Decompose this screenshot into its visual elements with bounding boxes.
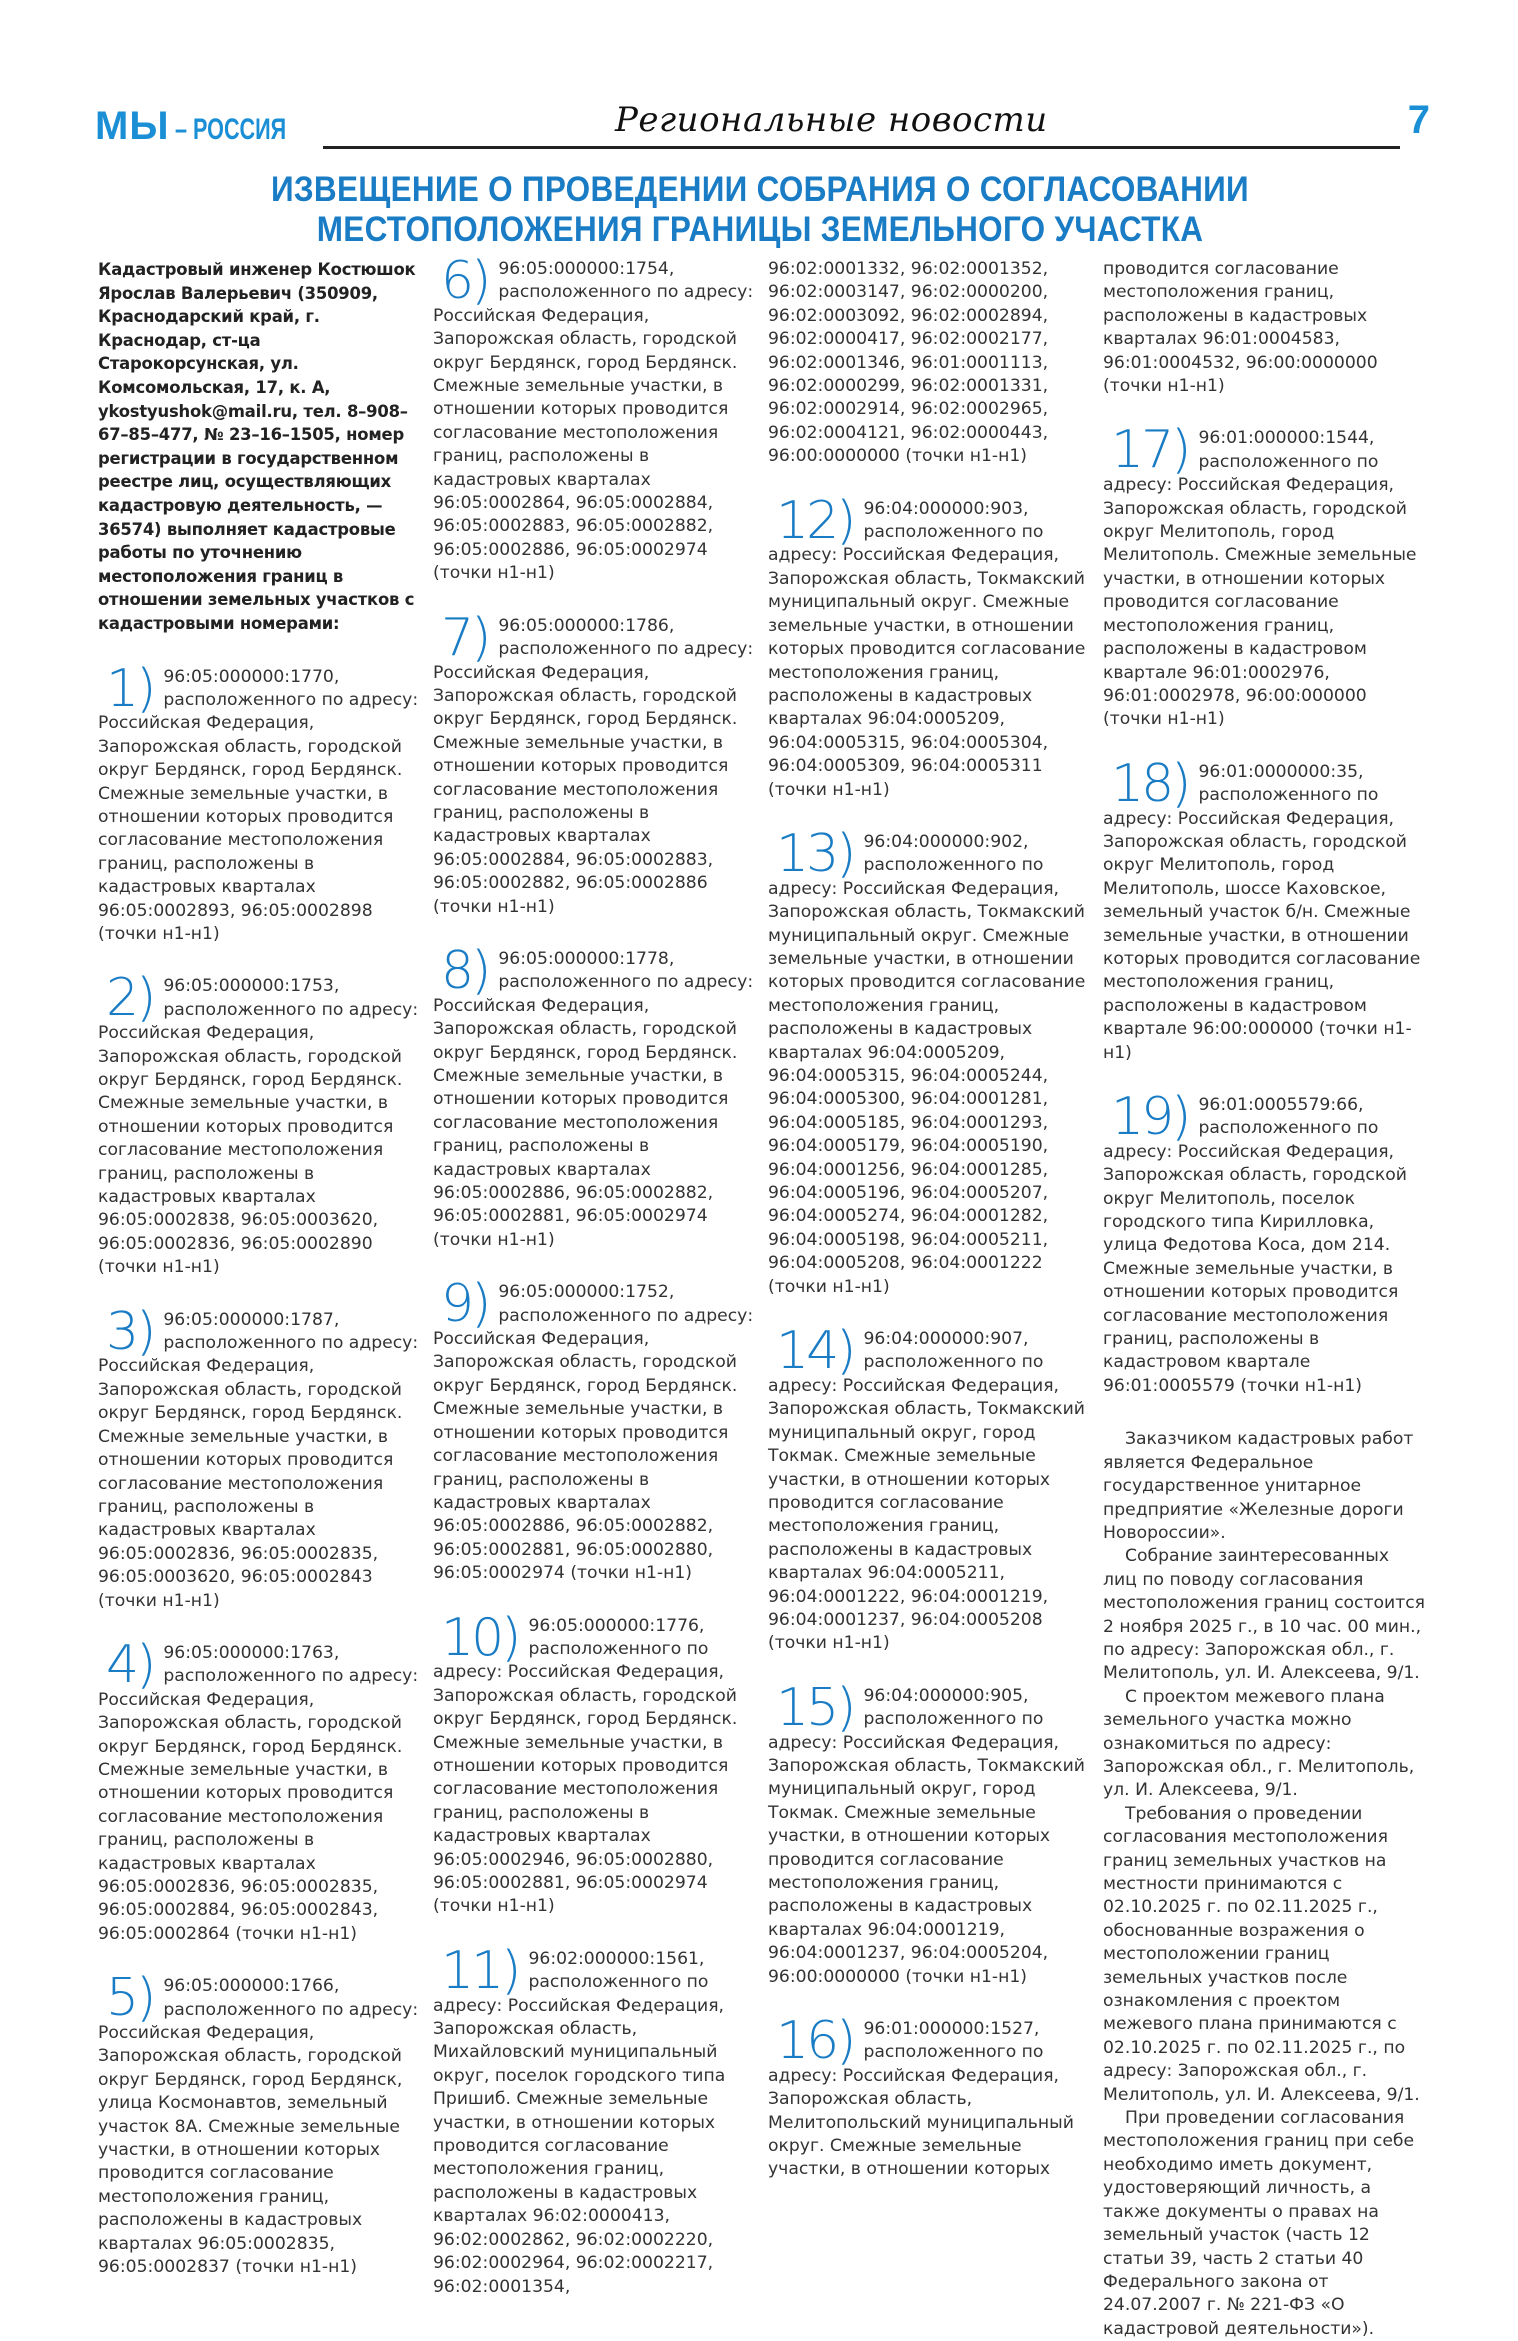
list-item [1103, 1087, 1425, 1398]
logo-sub: – РОССИЯ [175, 113, 287, 146]
item-text: 96:02:0001332, 96:02:0001352, 96:02:0003147, 96:02:0000200, 96:02:0003092, 96:02:0002894, 96:02:0000417, 96:02:0002177, 96:02:0001346, 96:01:0001113, 96:02:0000299, 96:02:0001331, 96:02:0002914, 96:02:0002965, 96:02:0004121, 96:02:0000443, 96:00:0000000 (точки н1-н1) [768, 259, 1049, 467]
newspaper-logo [95, 104, 330, 149]
list-item [433, 1607, 755, 1919]
item-number: 3) [106, 1301, 154, 1362]
item-number: 13) [776, 823, 854, 884]
item-number: 1) [106, 658, 154, 719]
column-2 [433, 251, 755, 2328]
column-4 [1103, 258, 1425, 2341]
item-number: 2) [106, 968, 154, 1029]
list-item [98, 1968, 420, 2279]
list-item [1103, 420, 1425, 731]
item-text: 96:05:000000:1787, расположенного по адресу: Российская Федерация, Запорожская область, городской округ Бердянск, город Бердянск. Смежные земельные участки, в отношении которых проводится согласование местоположения границ, расположены в кадастровых кварталах 96:05:0002836, 96:05:0002835, 96:05:0003620, 96:05:0002843 (точки н1-н1) [98, 1309, 419, 1611]
section-title: Региональные новости [615, 100, 1048, 140]
headline-line-2: МЕСТОПОЛОЖЕНИЯ ГРАНИЦЫ ЗЕМЕЛЬНОГО УЧАСТКА [316, 210, 1204, 249]
item-text: 96:04:000000:907, расположенного по адресу: Российская Федерация, Запорожская область, Токмакский муниципальный округ, город Токмак. Смежные земельные участки, в отношении которых проводится согласование местоположения границ, расположены в кадастровых кварталах 96:04:0005211, 96:04:0001222, 96:04:0001219, 96:04:0001237, 96:04:0005208 (точки н1-н1) [768, 1329, 1085, 1654]
project-review-paragraph: С проектом межевого плана земельного участка можно ознакомиться по адресу: Запорожская обл., г. Мелитополь, ул. И. Алексеева, 9/1. [1103, 1686, 1415, 1801]
item-text: 96:05:000000:1776, расположенного по адресу: Российская Федерация, Запорожская область, городской округ Бердянск, город Бердянск. Смежные земельные участки, в отношении которых проводится согласование местоположения границ, расположены в кадастровых кварталах 96:05:0002946, 96:05:0002880, 96:05:0002881, 96:05:0002974 (точки н1-н1) [433, 1615, 738, 1917]
list-item-continuation [768, 258, 1090, 469]
item-text: 96:02:000000:1561, расположенного по адресу: Российская Федерация, Запорожская область, Михайловский муниципальный округ, поселок городского типа Пришиб. Смежные земельные участки, в отношении которых проводится согласование местоположения границ, расположены в кадастровых кварталах 96:02:0000413, 96:02:0002862, 96:02:0002220, 96:02:0002964, 96:02:0002217, 96:02:0001354, [433, 1948, 726, 2297]
item-text: 96:05:000000:1786, расположенного по адресу: Российская Федерация, Запорожская область, городской округ Бердянск, город Бердянск. Смежные земельные участки, в отношении которых проводится согласование местоположения границ, расположены в кадастровых кварталах 96:05:0002884, 96:05:0002883, 96:05:0002882, 96:05:0002886 (точки н1-н1) [433, 615, 754, 917]
item-text: проводится согласование местоположения границ, расположены в кадастровых кварталах 96:01:0004583, 96:01:0004532, 96:00:0000000 (точки н1-н1) [1103, 259, 1378, 397]
item-number: 8) [441, 940, 489, 1001]
list-item [433, 940, 755, 1252]
item-number: 15) [776, 1677, 854, 1738]
item-text: 96:05:000000:1763, расположенного по адресу: Российская Федерация, Запорожская область, городской округ Бердянск, город Бердянск. Смежные земельные участки, в отношении которых проводится согласование местоположения границ, расположены в кадастровых кварталах 96:05:0002836, 96:05:0002835, 96:05:0002884, 96:05:0002843, 96:05:0002864 (точки н1-н1) [98, 1642, 419, 1944]
page-number: 7 [1407, 98, 1430, 142]
item-text: 96:04:000000:902, расположенного по адресу: Российская Федерация, Запорожская область, Токмакский муниципальный округ. Смежные земельные участки, в отношении которых проводится согласование местоположения границ, расположены в кадастровых кварталах 96:04:0005209, 96:04:0005315, 96:04:0005244, 96:04:0005300, 96:04:0001281, 96:04:0005185, 96:04:0001293, 96:04:0005179, 96:04:0005190, 96:04:0001256, 96:04:0001285, 96:04:0005196, 96:04:0005207, 96:04:0005274, 96:04:0001282, 96:04:0005198, 96:04:0005211, 96:04:0005208, 96:04:0001222 (точки н1-н1) [768, 831, 1086, 1297]
item-number: 6) [441, 251, 489, 311]
masthead [95, 100, 1430, 150]
documents-required-paragraph: При проведении согласования местоположения границ при себе необходимо иметь документ, удостоверяющий личность, а также документы о правах на земельный участок (часть 12 статьи 39, часть 2 статьи 40 Федерального закона от 24.07.2007 г. № 221-ФЗ «О кадастровой деятельности»). [1103, 2108, 1415, 2339]
list-item [768, 490, 1090, 802]
item-text: 96:05:000000:1766, расположенного по адресу: Российская Федерация, Запорожская область, городской округ Бердянск, город Бердянск, улица Космонавтов, земельный участок 8А. Смежные земельные участки, в отношении которых проводится согласование местоположения границ, расположены в кадастровых кварталах 96:05:0002835, 96:05:0002837 (точки н1-н1) [98, 1976, 419, 2278]
list-item [768, 1321, 1090, 1656]
item-text: 96:05:000000:1770, расположенного по адресу: Российская Федерация, Запорожская область, городской округ Бердянск, город Бердянск. Смежные земельные участки, в отношении которых проводится согласование местоположения границ, расположены в кадастровых кварталах 96:05:0002893, 96:05:0002898 (точки н1-н1) [98, 666, 419, 944]
list-item [768, 1677, 1090, 1989]
list-item [433, 1274, 755, 1585]
item-number: 11) [441, 1940, 519, 2001]
list-item [98, 1301, 420, 1613]
list-item [768, 2011, 1090, 2182]
list-item-continuation [1103, 258, 1425, 398]
item-text: 96:01:0000000:35, расположенного по адресу: Российская Федерация, Запорожская область, городской округ Мелитополь, город Мелитополь, шоссе Каховское, земельный участок б/н. Смежные земельные участки, в отношении которых проводится согласование местоположения границ, расположены в кадастровом квартале 96:00:000000 (точки н1-н1) [1103, 761, 1421, 1063]
list-item [433, 251, 755, 586]
item-number: 19) [1111, 1087, 1189, 1147]
column-3 [768, 258, 1090, 2211]
item-text: 96:01:000000:1527, расположенного по адресу: Российская Федерация, Запорожская область, Мелитопольский муниципальный округ. Смежные земельные участки, в отношении которых [768, 2019, 1074, 2180]
column-1 [98, 258, 420, 2309]
item-text: 96:05:000000:1778, расположенного по адресу: Российская Федерация, Запорожская область, городской округ Бердянск, город Бердянск. Смежные земельные участки, в отношении которых проводится согласование местоположения границ, расположены в кадастровых кварталах 96:05:0002886, 96:05:0002882, 96:05:0002881, 96:05:0002974 (точки н1-н1) [433, 948, 754, 1250]
item-number: 10) [441, 1607, 519, 1668]
item-text: 96:01:000000:1544, расположенного по адресу: Российская Федерация, Запорожская область, городской округ Мелитополь, город Мелитополь. Смежные земельные участки, в отношении которых проводится согласование местоположения границ, расположены в кадастровом квартале 96:01:0002976, 96:01:0002978, 96:00:000000 (точки н1-н1) [1103, 428, 1417, 730]
list-item [1103, 753, 1425, 1065]
item-number: 9) [441, 1274, 489, 1335]
item-number: 16) [776, 2011, 854, 2072]
item-number: 7) [441, 607, 489, 668]
item-number: 12) [776, 490, 854, 551]
item-number: 14) [776, 1321, 854, 1382]
customer-paragraph: Заказчиком кадастровых работ является Федеральное государственное унитарное предприятие «Железные дороги Новороссии». [1103, 1429, 1414, 1543]
item-text: 96:05:000000:1752, расположенного по адресу: Российская Федерация, Запорожская область, городской округ Бердянск, город Бердянск. Смежные земельные участки, в отношении которых проводится согласование местоположения границ, расположены в кадастровых кварталах 96:05:0002886, 96:05:0002882, 96:05:0002881, 96:05:0002880, 96:05:0002974 (точки н1-н1) [433, 1282, 754, 1584]
item-number: 17) [1111, 420, 1189, 481]
item-text: 96:05:000000:1753, расположенного по адресу: Российская Федерация, Запорожская область, городской округ Бердянск, город Бердянск. Смежные земельные участки, в отношении которых проводится согласование местоположения границ, расположены в кадастровых кварталах 96:05:0002838, 96:05:0003620, 96:05:0002836, 96:05:0002890 (точки н1-н1) [98, 976, 419, 1278]
item-text: 96:05:000000:1754, расположенного по адресу: Российская Федерация, Запорожская область, городской округ Бердянск, город Бердянск. Смежные земельные участки, в отношении которых проводится согласование местоположения границ, расположены в кадастровых кварталах 96:05:0002864, 96:05:0002884, 96:05:0002883, 96:05:0002882, 96:05:0002886, 96:05:0002974 (точки н1-н1) [433, 259, 754, 584]
intro-paragraph: Кадастровый инженер Костюшок Ярослав Валерьевич (350909, Краснодарский край, г. Краснодар, ст-ца Старокорсунская, ул. Комсомольская, 17, к. А, ykostyushok@mail.ru, тел. 8–908–67–85–477, № 23–16–1505, номер регистрации в государственном реестре лиц, осуществляющих кадастровую деятельность, — 36574) выполняет кадастровые работы по уточнению местоположения границ в отношении земельных участков с кадастровыми номерами: [98, 260, 416, 633]
item-text: 96:01:0005579:66, расположенного по адресу: Российская Федерация, Запорожская область, городской округ Мелитополь, поселок городского типа Кирилловка, улица Федотова Коса, дом 214. Смежные земельные участки, в отношении которых проводится согласование местоположения границ, расположены в кадастровом квартале 96:01:0005579 (точки н1-н1) [1103, 1095, 1407, 1396]
item-text: 96:04:000000:903, расположенного по адресу: Российская Федерация, Запорожская область, Токмакский муниципальный округ. Смежные земельные участки, в отношении которых проводится согласование местоположения границ, расположены в кадастровых кварталах 96:04:0005209, 96:04:0005315, 96:04:0005304, 96:04:0005309, 96:04:0005311 (точки н1-н1) [768, 498, 1086, 800]
objections-paragraph: Требования о проведении согласования местоположения границ земельных участков на местности принимаются с 02.10.2025 г. по 02.11.2025 г., обоснованные возражения о местоположении границ земельных участков после ознакомления с проектом межевого плана принимаются с 02.10.2025 г. по 02.11.2025 г., по адресу: Запорожская обл., г. Мелитополь, ул. И. Алексеева, 9/1. [1103, 1803, 1420, 2105]
headline-line-1: ИЗВЕЩЕНИЕ О ПРОВЕДЕНИИ СОБРАНИЯ О СОГЛАСОВАНИИ [271, 170, 1249, 209]
list-item [98, 1634, 420, 1946]
meeting-paragraph: Собрание заинтересованных лиц по поводу согласования местоположения границ состоится 2 ноября 2025 г., в 10 час. 00 мин., по адресу: Запорожская обл., г. Мелитополь, ул. И. Алексеева, 9/1. [1103, 1546, 1425, 1684]
list-item [433, 1940, 755, 2299]
list-item [768, 823, 1090, 1299]
item-number: 18) [1111, 753, 1189, 814]
list-item [98, 968, 420, 1279]
item-number: 4) [106, 1634, 154, 1695]
list-item [433, 607, 755, 919]
item-number: 5) [106, 1968, 154, 2029]
list-item [98, 658, 420, 947]
logo-main: МЫ [95, 104, 170, 148]
header-rule [323, 146, 1400, 149]
item-text: 96:04:000000:905, расположенного по адресу: Российская Федерация, Запорожская область, Токмакский муниципальный округ, город Токмак. Смежные земельные участки, в отношении которых проводится согласование местоположения границ, расположены в кадастровых кварталах 96:04:0001219, 96:04:0001237, 96:04:0005204, 96:00:0000000 (точки н1-н1) [768, 1685, 1085, 1987]
notice-headline [90, 170, 1430, 250]
